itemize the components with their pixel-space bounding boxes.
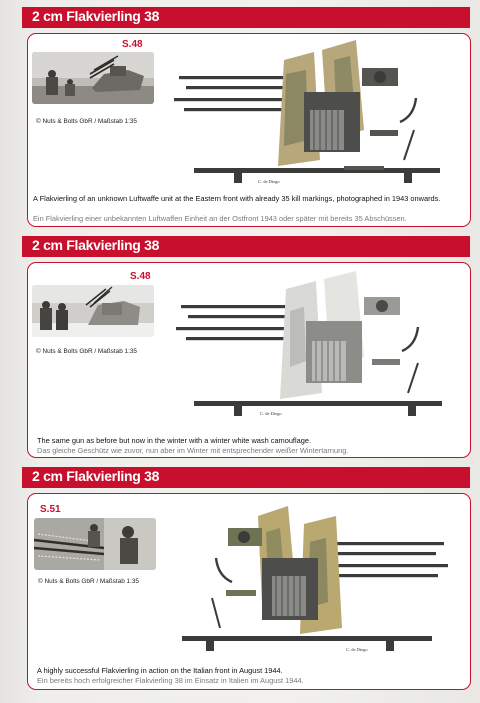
caption-german-1: Ein Flakvierling einer unbekannten Luftwaffen Einheit an der Ostfront 1943 oder später mit bereits 35 Abschüssen. xyxy=(33,214,407,223)
section-header-2 xyxy=(22,236,470,257)
page-reference-3: S.51 xyxy=(40,504,61,515)
photo-credit-2: © Nuts & Bolts GbR / Maßstab 1:35 xyxy=(36,348,137,355)
gun-profile-1 xyxy=(174,40,444,190)
profile-panel-2 xyxy=(27,262,471,458)
gun-profile-2 xyxy=(176,271,446,421)
caption-german-3: Ein bereits hoch erfolgreicher Flakvierling 38 im Einsatz in Italien im August 1944. xyxy=(37,676,304,685)
caption-german-2: Das gleiche Geschütz wie zuvor, nun aber im Winter mit entsprechender weißer Wintertarnung. xyxy=(37,446,349,455)
section-title-2: 2 cm Flakvierling 38 xyxy=(32,237,160,253)
section-title-3: 2 cm Flakvierling 38 xyxy=(32,468,160,484)
profile-panel-1 xyxy=(27,33,471,227)
section-header-3 xyxy=(22,467,470,488)
artist-signature-2: C. de Diego xyxy=(260,411,282,416)
page-reference-1: S.48 xyxy=(122,39,143,50)
artist-signature-1: C. de Diego xyxy=(258,179,280,184)
page-reference-2: S.48 xyxy=(130,271,151,282)
historic-photo-1 xyxy=(32,52,154,104)
photo-credit-1: © Nuts & Bolts GbR / Maßstab 1:35 xyxy=(36,118,137,125)
profile-panel-3 xyxy=(27,493,471,690)
gun-profile-3 xyxy=(176,502,448,652)
caption-english-2: The same gun as before but now in the winter with a winter white wash camouflage. xyxy=(37,436,312,445)
section-title-1: 2 cm Flakvierling 38 xyxy=(32,8,160,24)
caption-english-3: A highly successful Flakvierling in action on the Italian front in August 1944. xyxy=(37,666,283,675)
section-header-1 xyxy=(22,7,470,28)
historic-photo-3 xyxy=(34,518,156,570)
photo-credit-3: © Nuts & Bolts GbR / Maßstab 1:35 xyxy=(38,578,139,585)
caption-english-1: A Flakvierling of an unknown Luftwaffe unit at the Eastern front with already 35 kill markings, photographed in 1943 onwards. xyxy=(33,194,441,203)
artist-signature-3: C. de Diego xyxy=(346,647,368,652)
historic-photo-2 xyxy=(32,285,154,337)
